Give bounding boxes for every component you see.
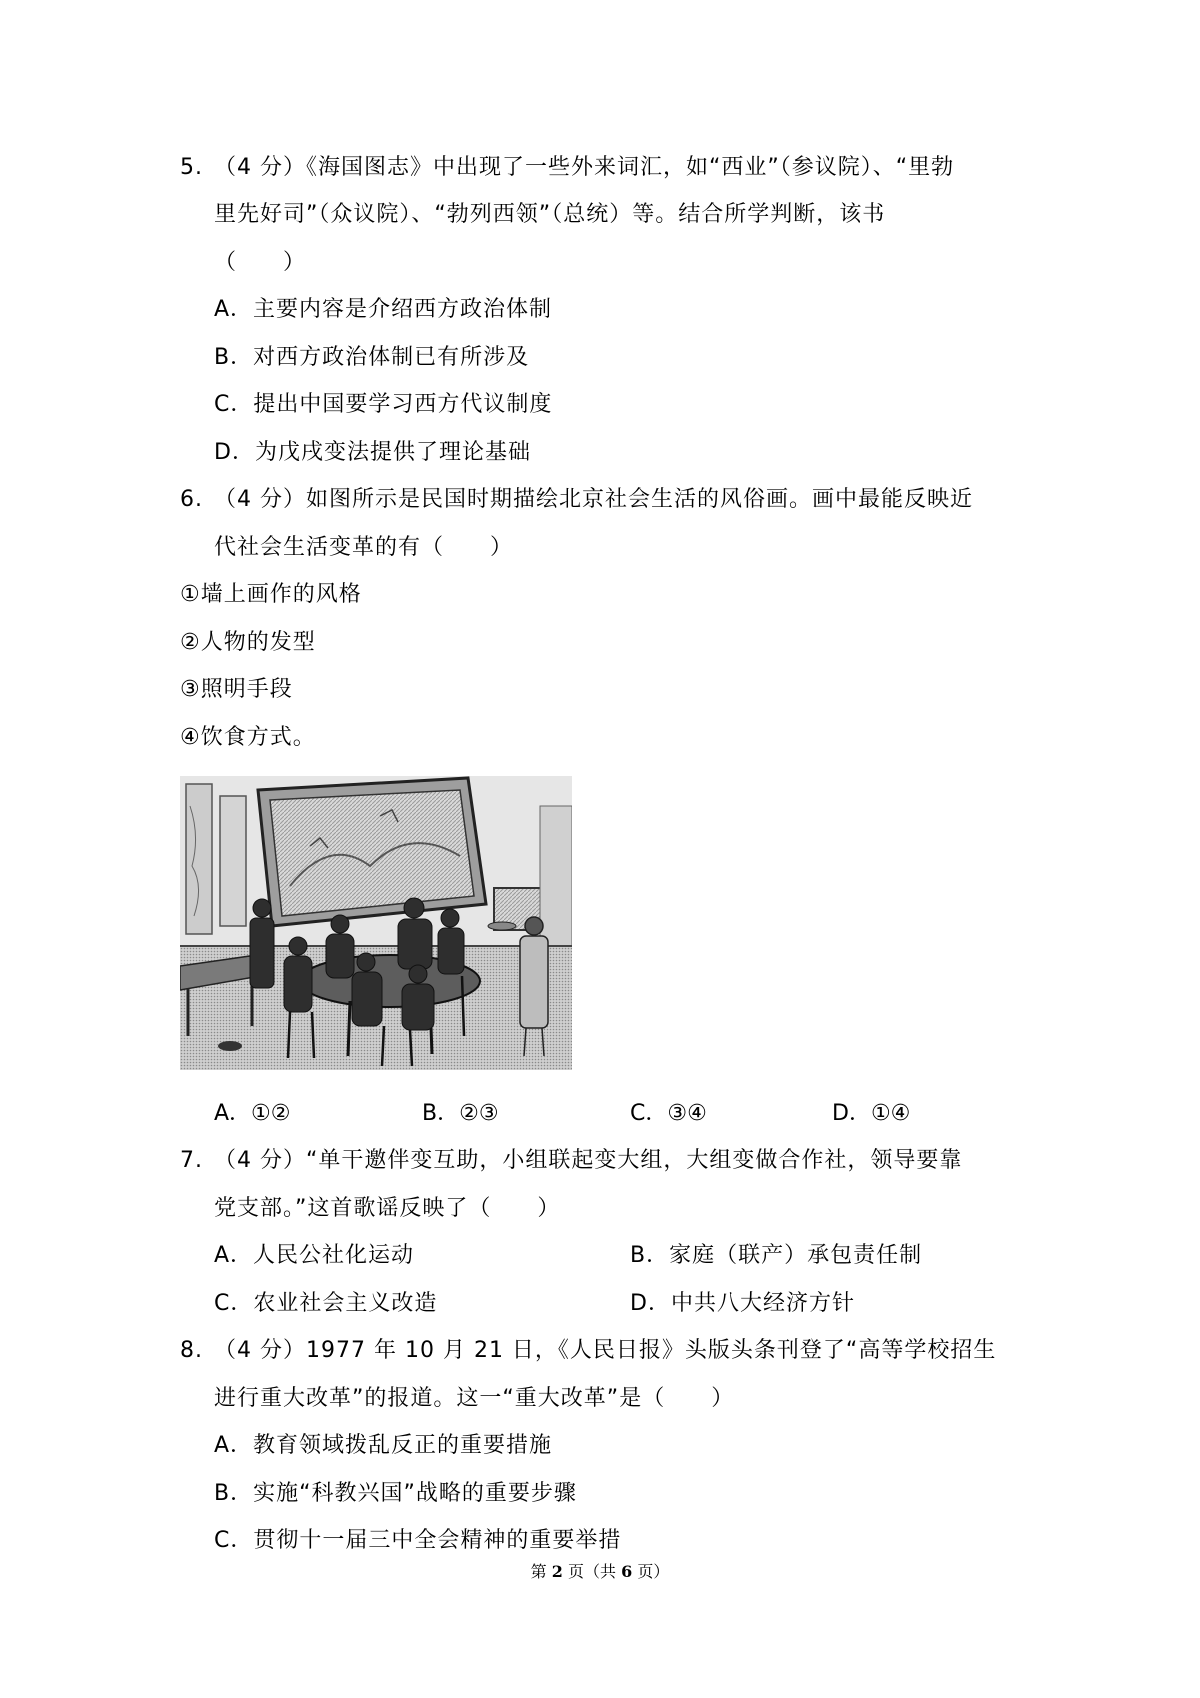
question-6-option-c: C．③④ — [630, 1101, 707, 1126]
question-5-option-a: A．主要内容是介绍西方政治体制 — [214, 297, 553, 322]
question-5-answer-blank: （ ） — [214, 250, 307, 275]
question-number: 6. — [180, 487, 203, 512]
page-footer: 第 2 页（共 6 页） — [530, 1562, 670, 1581]
question-7-option-c: C．农业社会主义改造 — [214, 1291, 438, 1316]
question-5-stem-line-1: 5. （4 分）《海国图志》中出现了一些外来词汇，如“西业”（参议院）、“里勃 — [180, 152, 954, 184]
question-7-option-b: B．家庭（联产）承包责任制 — [630, 1243, 923, 1268]
question-6-item-4: ④饮食方式。 — [180, 725, 316, 750]
question-6-item-3: ③照明手段 — [180, 677, 293, 702]
question-number: 5. — [180, 155, 203, 180]
question-6-option-a: A．①② — [214, 1101, 291, 1126]
question-7-option-d: D．中共八大经济方针 — [630, 1291, 855, 1316]
question-6-option-b: B．②③ — [422, 1101, 499, 1126]
question-6-stem-line-1: 6. （4 分）如图所示是民国时期描绘北京社会生活的风俗画。画中最能反映近 — [180, 484, 973, 516]
question-6-option-d: D．①④ — [832, 1101, 911, 1126]
question-8-stem-line-2: 进行重大改革”的报道。这一“重大改革”是（ ） — [214, 1386, 735, 1411]
total-page-count: 6 — [621, 1562, 633, 1581]
question-5-stem-line-2: 里先好司”（众议院）、“勃列西领”（总统）等。结合所学判断，该书 — [214, 202, 886, 227]
question-7-stem-line-1: 7. （4 分）“单干邀伴变互助，小组联起变大组，大组变做合作社，领导要靠 — [180, 1145, 962, 1177]
question-5-option-d: D．为戊戌变法提供了理论基础 — [214, 440, 531, 465]
question-8-stem-line-1: 8. （4 分）1977 年 10 月 21 日，《人民日报》头版头条刊登了“高等学校招生 — [180, 1335, 996, 1367]
current-page-number: 2 — [551, 1562, 563, 1581]
question-number: 8. — [180, 1338, 203, 1363]
question-8-option-b: B．实施“科教兴国”战略的重要步骤 — [214, 1481, 577, 1506]
question-7-option-a: A．人民公社化运动 — [214, 1243, 415, 1268]
folk-painting-image — [180, 776, 572, 1070]
question-8-option-c: C．贯彻十一届三中全会精神的重要举措 — [214, 1528, 622, 1553]
question-6-item-1: ①墙上画作的风格 — [180, 582, 362, 607]
question-6-stem-line-2: 代社会生活变革的有（ ） — [214, 535, 514, 560]
question-7-stem-line-2: 党支部。”这首歌谣反映了（ ） — [214, 1196, 561, 1221]
question-5-option-c: C．提出中国要学习西方代议制度 — [214, 392, 553, 417]
question-8-option-a: A．教育领域拨乱反正的重要措施 — [214, 1433, 553, 1458]
question-5-option-b: B．对西方政治体制已有所涉及 — [214, 345, 530, 370]
question-6-item-2: ②人物的发型 — [180, 630, 316, 655]
question-number: 7. — [180, 1148, 203, 1173]
